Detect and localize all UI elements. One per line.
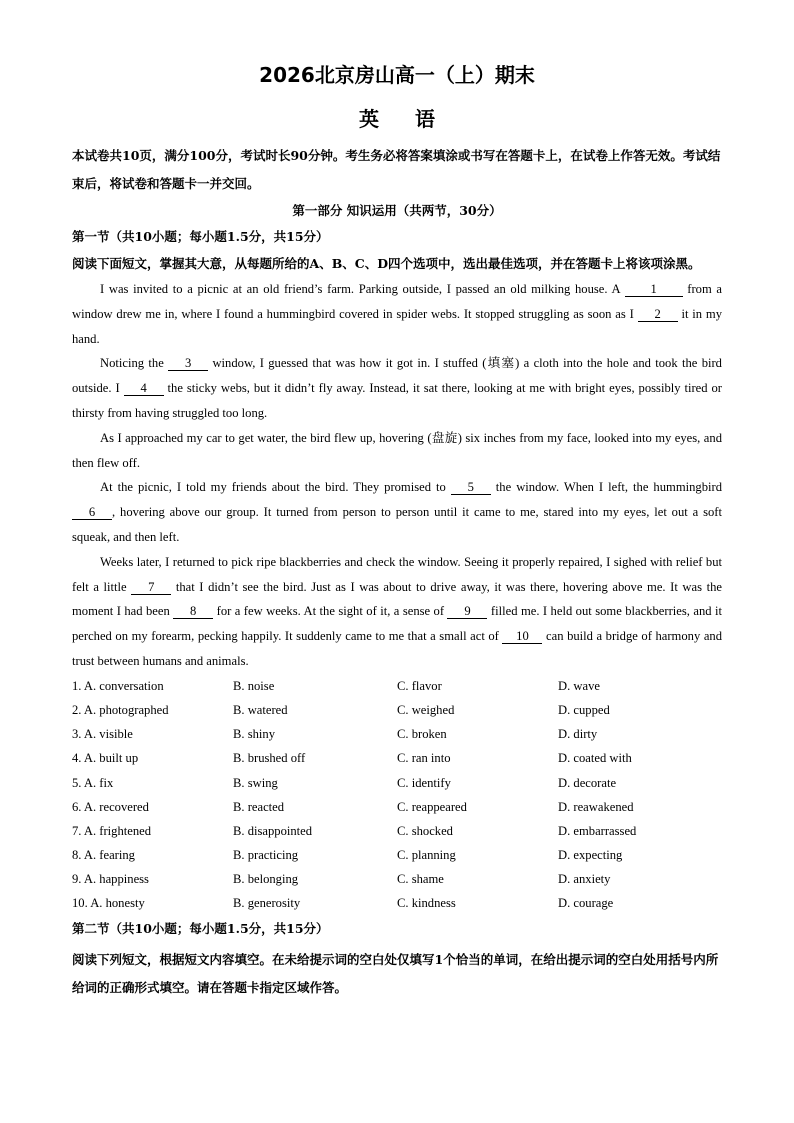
blank-8: 8 [173, 604, 213, 619]
option-d: D. reawakened [558, 799, 634, 814]
option-a: 2. A. photographed [72, 702, 169, 717]
answer-options [72, 674, 722, 916]
option-row-10 [72, 891, 722, 915]
option-a: 1. A. conversation [72, 678, 164, 693]
option-d: D. cupped [558, 702, 610, 717]
blank-5: 5 [451, 480, 491, 495]
blank-10: 10 [502, 629, 542, 644]
paragraph-3: As I approached my car to get water, the bird flew up, hovering (盘旋) six inches from my face, looked into my eyes, and then flew off. [72, 430, 722, 470]
text-span: the window. When I left, the hummingbird [490, 480, 722, 495]
option-d: D. decorate [558, 775, 617, 790]
option-b: B. swing [233, 775, 278, 790]
section2-directions: 阅读下列短文，根据短文内容填空。在未给提示词的空白处仅填写1个恰当的单词，在给出提示词的空白处用括号内所给词的正确形式填空。请在答题卡指定区域作答。 [72, 951, 719, 995]
option-row-6 [72, 795, 722, 819]
option-a: 3. A. visible [72, 727, 133, 742]
option-d: D. dirty [558, 727, 598, 742]
option-b: B. brushed off [233, 751, 306, 766]
section1-heading: 第一节（共10小题；每小题1.5分，共15分） [72, 229, 329, 244]
cloze-passage [72, 277, 722, 674]
option-c: C. shame [397, 872, 444, 887]
option-a: 9. A. happiness [72, 872, 149, 887]
text-span: it in my hand. [72, 306, 722, 346]
option-a: 7. A. frightened [72, 823, 152, 838]
option-b: B. reacted [233, 799, 285, 814]
option-d: D. courage [558, 896, 614, 911]
exam-title: 2026北京房山高一（上）期末 [259, 63, 535, 87]
blank-9: 9 [447, 604, 487, 619]
option-b: B. generosity [233, 896, 301, 911]
paragraph-4 [72, 475, 722, 549]
exam-page [72, 58, 722, 1002]
text-span: can build a bridge of harmony and trust between humans and animals. [72, 629, 722, 668]
option-row-8 [72, 843, 722, 867]
section1-directions: 阅读下面短文，掌握其大意，从每题所给的A、B、C、D四个选项中，选出最佳选项，并在答题卡上将该项涂黑。 [72, 256, 701, 271]
option-d: D. coated with [558, 751, 632, 766]
option-a: 6. A. recovered [72, 799, 149, 814]
option-d: D. expecting [558, 848, 623, 863]
option-row-3 [72, 722, 722, 746]
text-span: for a few weeks. At the sight of it, a sense of [213, 604, 448, 619]
option-row-2 [72, 698, 722, 722]
option-b: B. shiny [233, 727, 275, 742]
paragraph-2 [72, 351, 722, 425]
blank-7: 7 [131, 580, 171, 595]
option-a: 5. A. fix [72, 775, 114, 790]
blank-2: 2 [638, 307, 678, 322]
option-c: C. identify [397, 775, 451, 790]
text-span: from a window drew me in, where I found a hummingbird covered in spider webs. It stopped struggling as soon as I [72, 282, 722, 321]
option-d: D. wave [558, 678, 600, 693]
option-c: C. kindness [397, 896, 456, 911]
subject-title: 英语 [359, 107, 471, 131]
option-b: B. belonging [233, 872, 299, 887]
option-c: C. planning [397, 848, 456, 863]
option-c: C. weighed [397, 702, 455, 717]
option-c: C. reappeared [397, 799, 467, 814]
option-b: B. noise [233, 678, 275, 693]
text-span: , hovering above our group. It turned from person to person until it came to me, stared into my eyes, let out a soft squeak, and then left. [72, 505, 722, 544]
section2-heading: 第二节（共10小题；每小题1.5分，共15分） [72, 920, 329, 936]
blank-4: 4 [124, 381, 164, 396]
paragraph-1 [72, 277, 722, 351]
blank-3: 3 [168, 356, 208, 371]
option-a: 10. A. honesty [72, 896, 145, 911]
exam-instructions: 本试卷共10页，满分100分，考试时长90分钟。考生务必将答案填涂或书写在答题卡上，在试卷上作答无效。考试结束后，将试卷和答题卡一并交回。 [72, 148, 721, 191]
text-span: that I didn’t see the bird. Just as I was about to drive away, it was there, hovering above me. It was the moment I had been [72, 579, 722, 619]
option-d: D. embarrassed [558, 823, 637, 838]
option-c: C. broken [397, 727, 447, 742]
option-b: B. disappointed [233, 823, 313, 838]
option-a: 8. A. fearing [72, 848, 135, 863]
option-c: C. ran into [397, 751, 451, 766]
option-row-7 [72, 819, 722, 843]
option-a: 4. A. built up [72, 751, 139, 766]
blank-1: 1 [625, 282, 683, 297]
option-c: C. flavor [397, 678, 442, 693]
option-d: D. anxiety [558, 872, 611, 887]
option-b: B. practicing [233, 848, 299, 863]
option-row-5 [72, 771, 722, 795]
blank-6: 6 [72, 505, 112, 520]
option-row-4 [72, 746, 722, 770]
option-row-9 [72, 867, 722, 891]
text-span: I was invited to a picnic at an old friend’s farm. Parking outside, I passed an old milking house. A [100, 282, 625, 296]
option-c: C. shocked [397, 823, 453, 838]
text-span: Weeks later, I returned to pick ripe blackberries and check the window. Seeing it properly repaired, I sighed with relief but felt a little [72, 554, 722, 594]
option-row-1 [72, 674, 722, 698]
text-span: window, I guessed that was how it got in. I stuffed (填塞) a cloth into the hole and took the bird outside. I [72, 356, 722, 396]
text-span: the sticky webs, but it didn’t fly away. Instead, it sat there, looking at me with bright eyes, possibly tired or thirsty from having struggled too long. [72, 381, 722, 420]
text-span: At the picnic, I told my friends about the bird. They promised to [100, 480, 451, 495]
paragraph-5 [72, 550, 722, 674]
text-span: filled me. I held out some blackberries, and it perched on my forearm, pecking happily. It suddenly came to me that a small act of [72, 604, 722, 644]
text-span: Noticing the [100, 356, 169, 371]
part-heading: 第一部分 知识运用（共两节，30分） [292, 203, 502, 218]
option-b: B. watered [233, 702, 288, 717]
